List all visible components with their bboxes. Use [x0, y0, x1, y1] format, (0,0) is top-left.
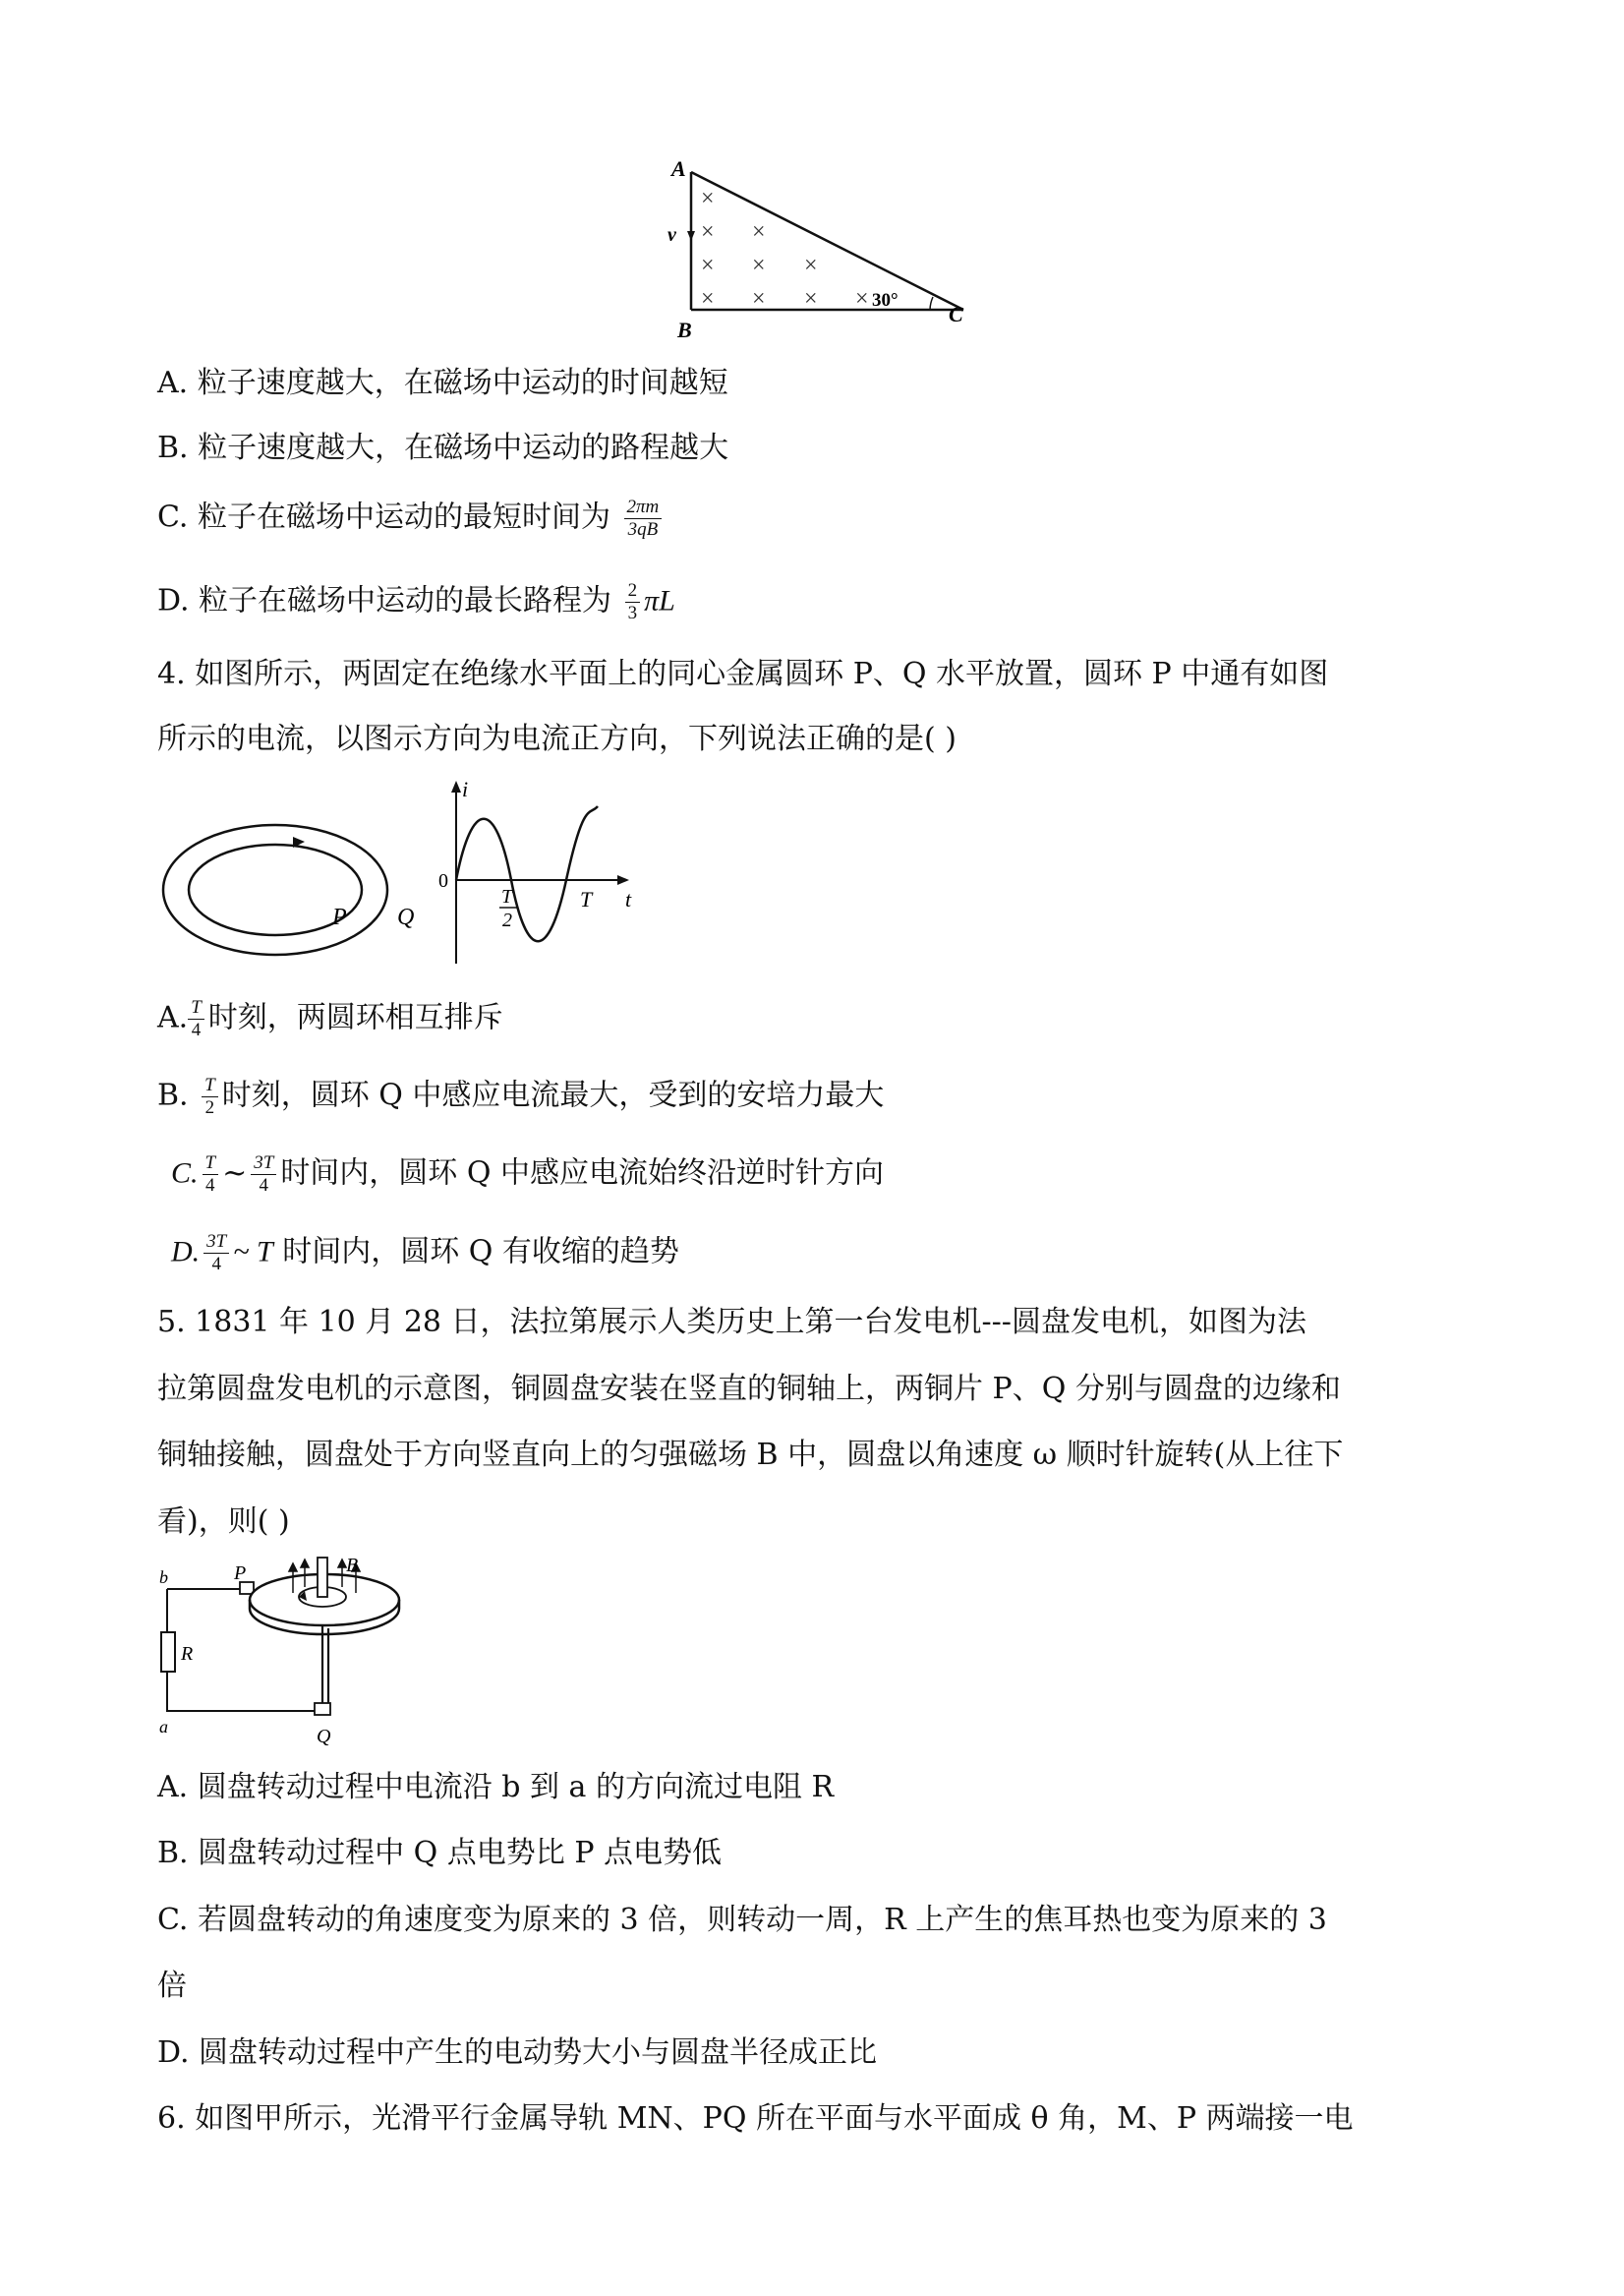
q5-stem-line1: 5. 1831 年 10 月 28 日，法拉第展示人类历史上第一台发电机---圆盘发电机，如图为法 — [157, 1305, 1306, 1339]
faraday-disc-figure — [157, 1556, 442, 1752]
fraction-t-4: $\frac{T}{4}$ — [188, 997, 204, 1041]
concentric-rings-figure — [157, 806, 442, 973]
q5-option-c-line2: 倍 — [157, 1969, 187, 2003]
q3-option-c: C. 粒子在磁场中运动的最短时间为 $\frac{2\pi m}{3qB}$ — [157, 497, 666, 541]
field-label-b: B — [346, 1556, 359, 1576]
fraction-t-4: $\frac{T}{4}$ — [203, 1152, 219, 1197]
q3-option-d: D. 粒子在磁场中运动的最长路程为 $\frac{2}{3}$ πL — [157, 580, 675, 623]
origin-label: 0 — [438, 870, 448, 892]
svg-text:×: × — [804, 253, 818, 278]
resistor-label-r: R — [181, 1643, 194, 1665]
q5-stem-line4: 看)，则( ) — [157, 1504, 290, 1539]
fraction-2pim-3qb: $\frac{2\pi m}{3qB}$ — [624, 497, 663, 541]
tick-T-half-num: T — [501, 886, 513, 908]
current-sine-graph — [433, 777, 649, 973]
q5-option-b: B. 圆盘转动过程中 Q 点电势比 P 点电势低 — [157, 1836, 723, 1870]
q4-option-a: A. $\frac{T}{4}$ 时刻，两圆环相互排斥 — [157, 997, 503, 1040]
svg-text:×: × — [752, 253, 766, 278]
svg-text:×: × — [701, 253, 715, 278]
fraction-t-2: $\frac{T}{2}$ — [202, 1075, 218, 1119]
q5-option-d: D. 圆盘转动过程中产生的电动势大小与圆盘半径成正比 — [157, 2035, 878, 2070]
contact-label-q: Q — [317, 1726, 331, 1747]
q4-option-c: C. $\frac{T}{4}$ ~ $\frac{3T}{4}$ 时间内，圆环 Q 中感应电流始终沿逆时针方向 — [171, 1152, 884, 1196]
fraction-3t-4: $\frac{3T}{4}$ — [203, 1231, 229, 1275]
node-label-a: a — [159, 1717, 168, 1737]
node-label-b: b — [159, 1567, 168, 1587]
svg-text:×: × — [752, 286, 766, 312]
ring-label-p: P — [332, 905, 347, 930]
label-a: A — [671, 156, 686, 181]
q5-stem-line3: 铜轴接触，圆盘处于方向竖直向上的匀强磁场 B 中，圆盘以角速度 ω 顺时针旋转(从上往下 — [157, 1438, 1344, 1472]
fraction-3t-4: $\frac{3T}{4}$ — [251, 1152, 276, 1197]
svg-text:×: × — [855, 286, 869, 312]
q4-option-b: B. $\frac{T}{2}$ 时刻，圆环 Q 中感应电流最大，受到的安培力最大 — [157, 1075, 885, 1118]
angle-label: 30° — [872, 290, 899, 311]
svg-text:×: × — [804, 286, 818, 312]
q4-stem-line2: 所示的电流，以图示方向为电流正方向，下列说法正确的是( ) — [157, 722, 957, 756]
axis-label-t: t — [625, 887, 632, 912]
q4-stem-line1: 4. 如图所示，两固定在绝缘水平面上的同心金属圆环 P、Q 水平放置，圆环 P 中通有如图 — [157, 657, 1329, 691]
q4-option-d: D. $\frac{3T}{4}$ ~ T 时间内，圆环 Q 有收缩的趋势 — [171, 1231, 679, 1274]
q5-option-c-line1: C. 若圆盘转动的角速度变为原来的 3 倍，则转动一周，R 上产生的焦耳热也变为原来的 3 — [157, 1903, 1327, 1937]
q5-option-a: A. 圆盘转动过程中电流沿 b 到 a 的方向流过电阻 R — [157, 1770, 835, 1804]
label-v: v — [667, 224, 676, 246]
axis-label-i: i — [462, 777, 469, 801]
tick-T: T — [580, 887, 593, 912]
svg-text:×: × — [701, 219, 715, 245]
contact-label-p: P — [234, 1562, 247, 1584]
fraction-2-3: $\frac{2}{3}$ — [625, 580, 641, 624]
label-b: B — [677, 318, 692, 342]
svg-text:×: × — [752, 219, 766, 245]
label-c: C — [949, 302, 963, 326]
q6-stem-line1: 6. 如图甲所示，光滑平行金属导轨 MN、PQ 所在平面与水平面成 θ 角，M、P 两端接一电 — [157, 2101, 1354, 2136]
q3-option-b: B. 粒子速度越大，在磁场中运动的路程越大 — [157, 431, 729, 465]
ring-label-q: Q — [397, 905, 415, 930]
triangle-field-figure — [644, 152, 978, 344]
svg-text:×: × — [701, 286, 715, 312]
q5-stem-line2: 拉第圆盘发电机的示意图，铜圆盘安装在竖直的铜轴上，两铜片 P、Q 分别与圆盘的边缘和 — [157, 1372, 1341, 1406]
q3-option-a: A. 粒子速度越大，在磁场中运动的时间越短 — [157, 366, 728, 400]
tick-T-half-den: 2 — [502, 910, 512, 931]
svg-text:×: × — [701, 186, 715, 211]
